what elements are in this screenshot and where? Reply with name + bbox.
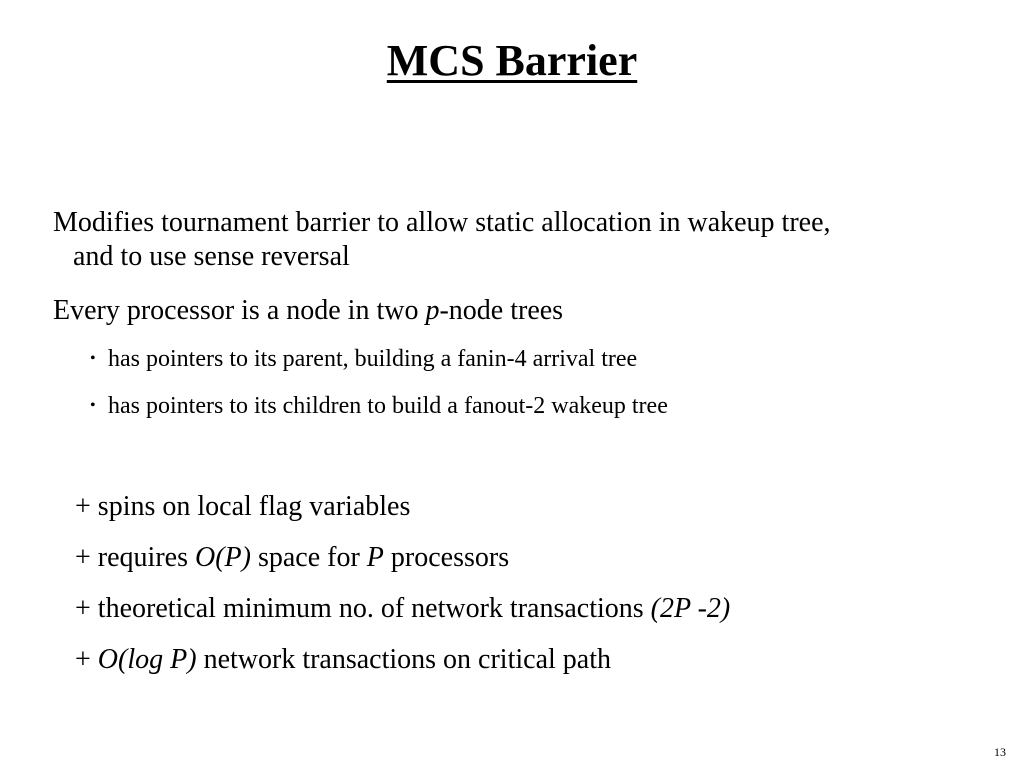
plus-space-a: + requires: [75, 542, 195, 573]
bullet-item-children: [90, 391, 668, 421]
paragraph-processor-italic: p: [425, 295, 440, 326]
plus-space-e: processors: [383, 542, 510, 573]
plus-space-c: space for: [250, 542, 367, 573]
bullet-dot-icon: •: [90, 350, 96, 367]
paragraph-tournament-line1: Modifies tournament barrier to allow static allocation in wakeup tree,: [53, 207, 831, 238]
slide-title: [0, 34, 1024, 88]
plus-item-local-flags: [75, 490, 410, 524]
plus-item-local-flags-text: + spins on local flag variables: [75, 491, 411, 522]
plus-transactions-a: + theoretical minimum no. of network transactions: [75, 593, 651, 624]
plus-space-d: P: [366, 542, 384, 573]
bullet-item-parent-text: has pointers to its parent, building a fanin-4 arrival tree: [108, 346, 638, 372]
plus-space-b: O(P): [194, 542, 251, 573]
bullet-dot-icon: •: [90, 397, 96, 414]
plus-item-critical-path: [75, 643, 611, 677]
bullet-item-children-text: has pointers to its children to build a fanout-2 wakeup tree: [108, 393, 668, 419]
plus-critical-c: network transactions on critical path: [196, 644, 611, 675]
plus-item-space: [75, 541, 509, 575]
paragraph-processor-post: -node trees: [439, 295, 564, 326]
paragraph-processor-pre: Every processor is a node in two: [53, 295, 426, 326]
paragraph-tournament-line2: and to use sense reversal: [73, 241, 350, 272]
paragraph-processor-nodes: [53, 294, 1018, 328]
plus-critical-a: +: [75, 644, 98, 675]
plus-critical-b: O(log P): [97, 644, 197, 675]
slide-title-text: MCS Barrier: [386, 36, 638, 85]
paragraph-tournament: [53, 206, 1018, 274]
bullet-item-parent: [90, 344, 637, 374]
plus-transactions-b: (2P -2): [650, 593, 731, 624]
plus-item-transactions: [75, 592, 730, 626]
page-number: 13: [994, 745, 1006, 759]
